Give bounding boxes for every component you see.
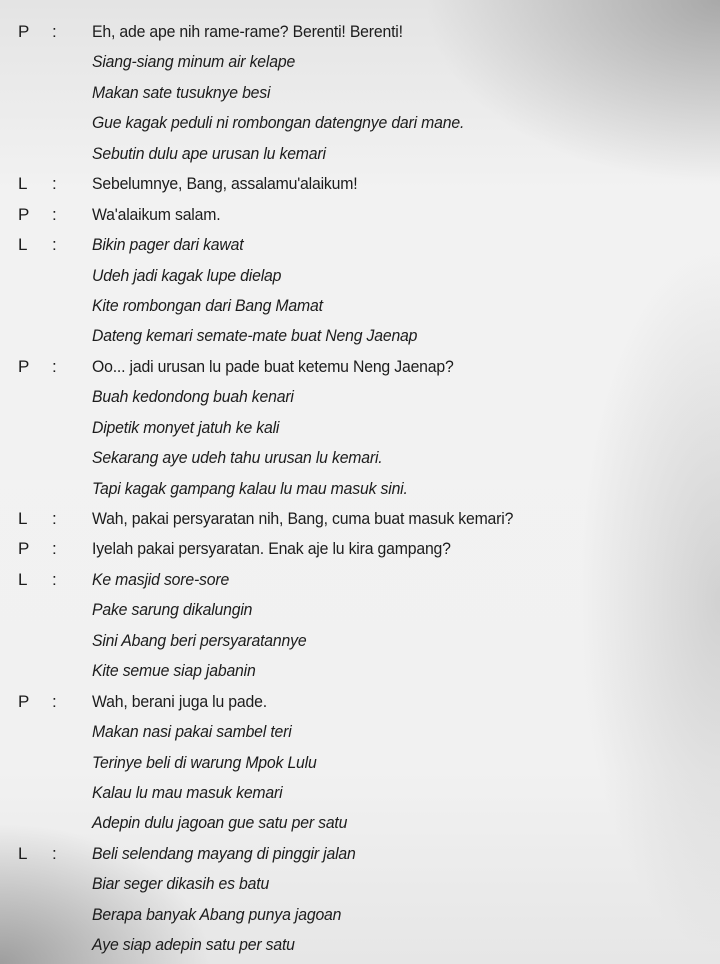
speaker-label: P [18,22,30,41]
dialogue-line [0,200,720,230]
verse-line [0,930,720,960]
verse-line [0,443,720,473]
verse-line [0,108,720,138]
line-text: Sebelumnye, Bang, assalamu'alaikum! [92,174,358,194]
speaker-colon: : [52,843,57,863]
verse-line [0,595,720,625]
verse-line [0,321,720,351]
line-text: Makan nasi pakai sambel teri [92,722,292,742]
speaker-colon: : [52,22,57,41]
verse-line [0,47,720,77]
line-text: Berapa banyak Abang punya jagoan [92,904,342,924]
verse-line [0,474,720,504]
speaker-colon: : [52,509,57,528]
verse-line [0,382,720,412]
dialogue-line [0,534,720,564]
line-text: Kite rombongan dari Bang Mamat [92,295,323,315]
line-text: Oo... jadi urusan lu pade buat ketemu Neng Jaenap? [92,356,454,376]
line-text: Wah, pakai persyaratan nih, Bang, cuma buat masuk kemari? [92,509,514,528]
line-text: Adepin dulu jagoan gue satu per satu [92,813,348,833]
verse-line [0,778,720,808]
line-text: Eh, ade ape nih rame-rame? Berenti! Berenti! [92,22,403,41]
line-text: Kalau lu mau masuk kemari [92,782,283,802]
speaker-label: P [18,539,30,559]
verse-line [0,139,720,169]
line-text: Buah kedondong buah kenari [92,387,294,407]
verse-line [0,808,720,838]
speaker-label: P [18,691,30,711]
dialogue-line [0,169,720,199]
speaker-label: L [18,569,28,589]
line-text: Wa'alaikum salam. [92,204,221,224]
line-text: Terinye beli di warung Mpok Lulu [92,752,317,772]
dialogue-line [0,352,720,382]
speaker-label: L [18,843,28,863]
verse-line [0,656,720,686]
line-text: Dateng kemari semate-mate buat Neng Jaenap [92,326,418,346]
verse-line [0,413,720,443]
verse-line [0,717,720,747]
speaker-label: P [18,204,30,224]
speaker-label: L [18,509,28,528]
speaker-colon: : [52,235,57,255]
line-text: Bikin pager dari kawat [92,235,244,255]
line-text: Sekarang aye udeh tahu urusan lu kemari. [92,448,383,468]
line-text: Tapi kagak gampang kalau lu mau masuk sini. [92,478,408,498]
verse-line [0,900,720,930]
line-text: Udeh jadi kagak lupe dielap [92,265,282,285]
line-text: Gue kagak peduli ni rombongan datengnye dari mane. [92,113,465,133]
verse-line [0,261,720,291]
speaker-colon: : [52,174,57,194]
dialogue-script [0,17,720,961]
line-text: Sebutin dulu ape urusan lu kemari [92,143,326,163]
dialogue-line [0,839,720,869]
verse-line [0,748,720,778]
line-text: Iyelah pakai persyaratan. Enak aje lu kira gampang? [92,539,451,559]
line-text: Biar seger dikasih es batu [92,874,270,894]
line-text: Siang-siang minum air kelape [92,52,296,72]
speaker-label: L [18,235,28,255]
dialogue-line [0,504,720,534]
dialogue-line [0,17,720,47]
verse-line [0,626,720,656]
speaker-colon: : [52,356,57,376]
line-text: Kite semue siap jabanin [92,661,256,681]
line-text: Ke masjid sore-sore [92,569,230,589]
line-text: Dipetik monyet jatuh ke kali [92,417,280,437]
verse-line [0,78,720,108]
speaker-colon: : [52,539,57,559]
speaker-label: L [18,174,28,194]
speaker-label: P [18,356,30,376]
line-text: Aye siap adepin satu per satu [92,935,295,955]
dialogue-line [0,565,720,595]
line-text: Beli selendang mayang di pinggir jalan [92,843,356,863]
line-text: Pake sarung dikalungin [92,600,253,620]
line-text: Wah, berani juga lu pade. [92,691,267,711]
speaker-colon: : [52,569,57,589]
speaker-colon: : [52,204,57,224]
dialogue-line [0,687,720,717]
speaker-colon: : [52,691,57,711]
verse-line [0,291,720,321]
dialogue-line [0,230,720,260]
line-text: Sini Abang beri persyaratannye [92,630,307,650]
line-text: Makan sate tusuknye besi [92,82,271,102]
verse-line [0,869,720,899]
